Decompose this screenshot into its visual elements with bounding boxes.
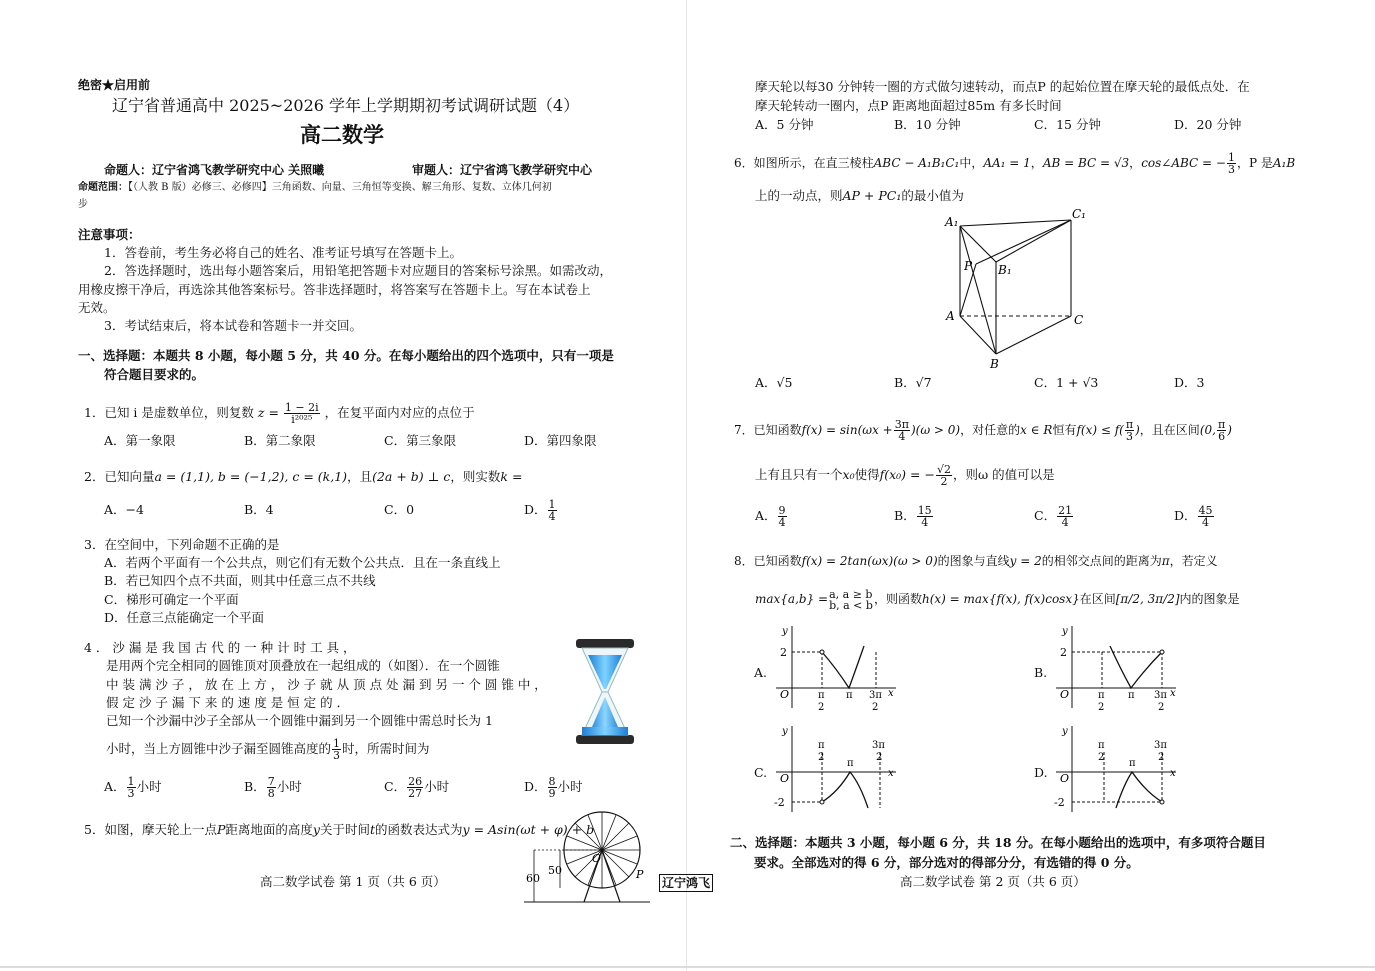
q4-a-num: 1: [127, 775, 135, 788]
q4-c-unit: 小时: [424, 779, 450, 794]
q7-int-frac: [1217, 419, 1226, 442]
q8-option-a[interactable]: A.: [754, 665, 768, 680]
q6-sep: ，: [1030, 156, 1043, 170]
q2-stem-mid: ，且: [347, 469, 373, 484]
label-50: 50: [548, 864, 562, 877]
graph-b-tick-pi: π: [1128, 690, 1135, 701]
q4-c-label: C．: [384, 779, 407, 794]
graph-d-origin: O: [1060, 772, 1070, 785]
q1-fraction: [284, 402, 320, 425]
q2-d-den: 4: [548, 510, 556, 523]
q5-t: t: [369, 822, 376, 837]
graph-a-tick-3pi2-num: 3π: [869, 690, 882, 701]
graph-d-y-label: y: [1062, 726, 1068, 737]
q4-c-den: 27: [408, 787, 423, 800]
q4-c-num: 26: [408, 775, 423, 788]
label-o: O: [592, 852, 602, 865]
q5-cont-line1: 摩天轮以每30 分钟转一圈的方式做匀速转动，而点P 的起始位置在摩天轮的最低点处．在: [755, 79, 1250, 94]
q4-line-5: 已知一个沙漏中沙子全部从一个圆锥中漏到另一个圆锥中需总时长为 1: [106, 713, 493, 728]
q4-a-unit: 小时: [136, 779, 162, 794]
q2-option-c[interactable]: C．0: [384, 502, 415, 517]
graph-a-tick-pi2-den: 2: [818, 702, 825, 713]
graph-c-x-label: x: [888, 768, 894, 779]
graph-b-y-label: y: [1062, 626, 1068, 637]
graph-c-open-point: [820, 800, 824, 804]
q7-eq-num: √2: [936, 463, 951, 476]
q4-b-frac: [267, 776, 276, 799]
q2-d-num: 1: [548, 498, 556, 511]
graph-d-open-point: [1160, 800, 1164, 804]
label-p: P: [964, 259, 973, 273]
q2-var: k =: [500, 469, 523, 484]
q4-d-unit: 小时: [557, 779, 583, 794]
q4-line6-frac: [332, 738, 341, 761]
q5-stem-mid: 距离地面的高度: [225, 822, 313, 837]
note-2: 2．答选择题时，选出每小题答案后，用铅笔把答题卡对应题目的答案标号涂黑。如需改动，: [104, 263, 612, 278]
label-60: 60: [526, 872, 540, 885]
scope-text: 【（人教 B 版）必修三、必修四】三角函数、向量、三角恒等变换、解三角形、复数、立体几何初: [128, 182, 552, 193]
q8-mid4: 在区间: [1079, 592, 1116, 606]
q7-c-den: 4: [1061, 516, 1069, 529]
q7-b-den: 4: [921, 516, 929, 529]
q6-cos-num: 1: [1227, 151, 1235, 164]
q7-ineq-end: ): [1135, 423, 1140, 437]
q5-cont-line2: 摩天轮转动一圈内，点P 距离地面超过85m 有多长时间: [755, 98, 1062, 113]
question-5: [84, 822, 594, 838]
note-3: 3．考试结束后，将本试卷和答题卡一并交回。: [104, 318, 362, 333]
hourglass-top-cap: [576, 639, 634, 648]
q2-condition: (2a + b) ⊥ c: [372, 469, 451, 484]
q7-d-den: 4: [1202, 516, 1210, 529]
q7-d-num: 45: [1198, 504, 1213, 517]
q1-stem: 1．已知 i 是虚数单位，则复数: [84, 405, 254, 420]
q6-cos-frac: [1227, 152, 1236, 175]
q4-line-3: 中 装 满 沙 子 ， 放 在 上 方 ， 沙 子 就 从 顶 点 处 漏 到 另 一 个 圆 锥 中 ，: [106, 677, 547, 692]
question-2: [84, 469, 522, 485]
q7-x0: x₀: [842, 467, 855, 482]
question-8: [734, 553, 1218, 569]
q6-option-a[interactable]: A．√5: [755, 375, 793, 390]
label-c: C: [1074, 313, 1084, 327]
q6-segment: A₁B: [1272, 156, 1296, 170]
q7-c-label: C．: [1034, 508, 1057, 523]
graph-a-open-point: [820, 650, 824, 654]
q7-d-frac: [1198, 505, 1214, 528]
edge-b1c1: [996, 220, 1071, 262]
q5-option-a[interactable]: A．5 分钟: [755, 117, 814, 132]
q4-l6-num: 1: [333, 737, 341, 750]
q8-option-b[interactable]: B.: [1034, 665, 1048, 680]
section-1-heading: 一、选择题：本题共 8 小题，每小题 5 分，共 40 分。在每小题给出的四个选项中，只有一项是: [78, 348, 614, 363]
label-a: A: [946, 309, 955, 323]
note-2-cont: 用橡皮擦干净后，再选涂其他答案标号。答非选择题时，将答案写在答题卡上。写在本试卷上: [78, 282, 591, 297]
q7-eq-frac: [936, 464, 952, 487]
q6-stem-mid: 中，: [959, 156, 984, 170]
section-2-heading: 二、选择题：本题共 3 小题，每小题 6 分，共 18 分。在每小题给出的选项中，有多项符合题目: [730, 835, 1266, 850]
q5-stem-mid2: 关于时间: [319, 822, 370, 837]
q7-ineq: f(x) ≤ f(: [1076, 423, 1124, 437]
q7-line-2: [755, 460, 1055, 490]
prism-figure: [940, 206, 1090, 372]
q6-option-d[interactable]: D．3: [1174, 375, 1205, 390]
q6-stem: 6．如图所示，在直三棱柱: [734, 156, 874, 170]
graph-c-tick-neg2: -2: [774, 796, 785, 809]
q4-a-label: A．: [104, 779, 126, 794]
q4-d-den: 9: [548, 787, 556, 800]
q7-option-a[interactable]: [755, 500, 788, 532]
q4-b-num: 7: [267, 775, 275, 788]
q1-option-c[interactable]: C．第三象限: [384, 433, 457, 448]
q8-line: y = 2: [1009, 554, 1042, 568]
q8-case-1: a, a ≥ b: [829, 587, 873, 601]
q6-cos-den: 3: [1227, 163, 1235, 176]
q3-option-b[interactable]: B．若已知四个点不共面，则其中任意三点不共线: [104, 573, 376, 588]
question-4: 4 ． 沙 漏 是 我 国 古 代 的 一 种 计 时 工 具 ，: [84, 640, 356, 655]
q2-stem-end: ，则实数: [450, 469, 501, 484]
graph-d-tick-3pi2-den: 2: [1158, 752, 1165, 763]
q4-d-label: D．: [524, 779, 547, 794]
q8-h: h(x) = max{f(x), f(x)cosx}: [921, 592, 1080, 606]
q7-line2-mid: 使得: [854, 467, 880, 482]
q7-ineq-den: 3: [1125, 430, 1133, 443]
q7-x: x ∈ R: [1020, 423, 1053, 437]
note-1: 1．答卷前，考生务必将自己的姓名、准考证号填写在答题卡上。: [104, 245, 462, 260]
q3-option-a[interactable]: A．若两个平面有一个公共点，则它们有无数个公共点．且在一条直线上: [104, 555, 501, 570]
q4-option-a[interactable]: [104, 772, 162, 802]
q7-func-frac: [894, 419, 910, 442]
q7-eq-den: 2: [940, 475, 948, 488]
graph-a-y-label: y: [782, 626, 788, 637]
graph-c-tick-pi2-den: 2: [818, 752, 825, 763]
q4-d-frac: [548, 776, 557, 799]
q5-formula: y = Asin(ωt + φ) + b: [462, 822, 595, 837]
question-6: [734, 150, 1295, 176]
secret-mark: 绝密★启用前: [78, 78, 151, 92]
q1-option-a[interactable]: A．第一象限: [104, 433, 176, 448]
graph-a[interactable]: [772, 622, 902, 714]
hourglass-sand-base: [582, 727, 628, 735]
q6-line2-post: 的最小值为: [901, 188, 964, 203]
q8-func: f(x) = 2tan(ωx)(ω > 0): [801, 554, 938, 568]
q1-num: 1 − 2i: [284, 401, 319, 414]
q7-b-label: B．: [894, 508, 916, 523]
q4-d-num: 8: [548, 775, 556, 788]
graph-d-tick-pi2-den: 2: [1098, 752, 1105, 763]
q3-option-c[interactable]: C．梯形可确定一个平面: [104, 592, 239, 607]
q6-aa: AA₁ = 1: [983, 156, 1031, 170]
graph-a-tick-2: 2: [780, 646, 787, 659]
graph-c-curve: [822, 772, 868, 808]
q8-stem-mid2: 的相邻交点间的距离为: [1041, 554, 1162, 568]
scope: [78, 180, 552, 196]
q7-b-frac: [917, 505, 933, 528]
q6-expr: AP + PC₁: [842, 188, 902, 203]
q1-den: i²⁰²⁵: [291, 413, 313, 426]
q5-stem-mid3: 的函数表达式为: [375, 822, 463, 837]
graph-c-origin: O: [780, 772, 790, 785]
q7-c-frac: [1057, 505, 1073, 528]
q1-option-d[interactable]: D．第四象限: [524, 433, 597, 448]
q8-line-2: [755, 584, 1240, 614]
question-7: [734, 415, 1232, 445]
q8-max: max{a,b} =: [755, 592, 829, 606]
q7-stem-mid: ，对任意的: [960, 423, 1021, 437]
note-2-end: 无效。: [78, 300, 116, 315]
q7-func-end: )(ω > 0): [910, 423, 961, 437]
q7-f-den: 4: [898, 430, 906, 443]
graph-d-curve: [1116, 772, 1162, 808]
q6-prism: ABC − A₁B₁C₁: [873, 156, 960, 170]
q5-y: y: [312, 822, 320, 837]
q4-line6-pre: 小时，当上方圆锥中沙子漏至圆锥高度的: [106, 741, 332, 756]
exam-title: 辽宁省普通高中 2025~2026 学年上学期期初考试调研试题（4）: [112, 96, 580, 115]
graph-b-origin: O: [1060, 688, 1070, 701]
q4-line6-post: 时，所需时间为: [342, 741, 430, 756]
q6-stem-end: ，P 是: [1236, 156, 1273, 170]
section-1-heading-cont: 符合题目要求的。: [104, 367, 205, 382]
graph-d-tick-pi: π: [1129, 758, 1136, 769]
q5-point: P: [216, 822, 226, 837]
q8-pi: π: [1161, 554, 1170, 568]
label-c1: C₁: [1072, 207, 1086, 221]
q7-func: f(x) = sin(ωx +: [801, 423, 893, 437]
q7-d-label: D．: [1174, 508, 1197, 523]
scope-label: 命题范围：: [78, 182, 128, 193]
q4-b-unit: 小时: [276, 779, 302, 794]
q4-option-d[interactable]: [524, 772, 583, 802]
q6-line-2: [755, 188, 964, 204]
q7-a-den: 4: [778, 516, 786, 529]
graph-c-tick-pi: π: [847, 758, 854, 769]
q2-option-d[interactable]: [524, 496, 558, 524]
q1-var: z =: [257, 405, 279, 420]
graph-a-tick-pi2-num: π: [818, 690, 825, 701]
q4-a-den: 3: [127, 787, 135, 800]
q7-stem: 7．已知函数: [734, 423, 802, 437]
q8-stem: 8．已知函数: [734, 554, 802, 568]
q2-option-b[interactable]: B．4: [244, 502, 274, 517]
edge-a1c1: [960, 220, 1071, 226]
graph-a-tick-pi: π: [846, 690, 853, 701]
label-a1: A₁: [945, 215, 959, 229]
q7-stem-mid2: 恒有: [1052, 423, 1077, 437]
q2-vectors: a = (1,1), b = (−1,2), c = (k,1): [154, 469, 348, 484]
q8-post2: 内的图象是: [1179, 592, 1240, 606]
q6-option-b[interactable]: B．√7: [894, 375, 932, 390]
reviewer: 审题人：辽宁省鸿飞教学研究中心: [412, 163, 593, 177]
graph-b-tick-3pi2-num: 3π: [1154, 690, 1167, 701]
q8-stem-mid: 的图象与直线: [937, 554, 1010, 568]
label-p: P: [636, 868, 644, 881]
q4-line-2: 是用两个完全相同的圆锥顶对顶叠放在一起组成的（如图）．在一个圆锥: [106, 658, 500, 673]
notes-title: 注意事项：: [78, 227, 141, 242]
q7-option-b[interactable]: [894, 500, 934, 532]
q7-interval: (0,: [1199, 423, 1216, 437]
q8-option-d[interactable]: D.: [1034, 765, 1048, 780]
q7-c-num: 21: [1058, 504, 1073, 517]
graph-b-tick-3pi2-den: 2: [1158, 702, 1165, 713]
q6-cos: cos∠ABC = −: [1141, 156, 1226, 170]
label-b1: B₁: [998, 263, 1012, 277]
q7-line2-post: ，则ω 的值可以是: [952, 467, 1055, 482]
q4-a-frac: [127, 776, 136, 799]
graph-b-tick-pi2-num: π: [1098, 690, 1105, 701]
q7-stem-mid3: ，且在区间: [1139, 423, 1200, 437]
right-footer: 高二数学试卷 第 2 页（共 6 页）: [900, 874, 1086, 889]
graph-c-y-label: y: [782, 726, 788, 737]
q6-sep-2: ，: [1129, 156, 1142, 170]
q4-option-b[interactable]: [244, 772, 302, 802]
q4-l6-den: 3: [333, 749, 341, 762]
question-1: [84, 400, 475, 426]
q4-line-6: [106, 736, 430, 762]
q1-option-b[interactable]: B．第二象限: [244, 433, 316, 448]
subject-title: 高二数学: [300, 122, 384, 147]
graph-b-x-label: x: [1170, 688, 1176, 699]
q7-ineq-num: π: [1125, 418, 1134, 431]
graph-b[interactable]: [1052, 622, 1182, 714]
q7-a-num: 9: [778, 504, 786, 517]
q7-option-c[interactable]: [1034, 500, 1074, 532]
graph-b-tick-2: 2: [1060, 646, 1067, 659]
left-footer: 高二数学试卷 第 1 页（共 6 页）: [260, 874, 446, 889]
graph-a-curve: [822, 646, 864, 688]
q7-interval-end: ): [1227, 423, 1232, 437]
graph-a-x-label: x: [888, 688, 894, 699]
q8-option-c[interactable]: C.: [754, 765, 768, 780]
hourglass-bottom-cap: [576, 735, 634, 744]
q4-b-den: 8: [267, 787, 275, 800]
q2-stem: 2．已知向量: [84, 469, 155, 484]
graph-a-origin: O: [780, 688, 790, 701]
edge-bc: [996, 316, 1071, 354]
q7-eq: f(x₀) = −: [879, 467, 935, 482]
brand-badge: 辽宁鸿飞: [659, 874, 713, 892]
q7-a-label: A．: [755, 508, 777, 523]
q8-cases: [829, 589, 873, 611]
q7-int-den: 6: [1218, 430, 1226, 443]
q7-line2-pre: 上有且只有一个: [755, 467, 843, 482]
q6-option-c[interactable]: C．1 + √3: [1034, 375, 1099, 390]
q2-d-fraction: [548, 499, 557, 522]
graph-d-tick-3pi2-num: 3π: [1154, 740, 1167, 751]
graph-d[interactable]: [1052, 722, 1182, 814]
question-3: 3．在空间中，下列命题不正确的是: [84, 537, 280, 552]
q8-interval: [π/2, 3π/2]: [1115, 592, 1180, 606]
scope-line2: 步: [78, 199, 88, 210]
graph-c-tick-pi2-num: π: [818, 740, 825, 751]
hourglass-image: [574, 637, 636, 747]
q7-ineq-frac: [1125, 419, 1134, 442]
q5-option-c[interactable]: C．15 分钟: [1034, 117, 1101, 132]
q4-b-label: B．: [244, 779, 266, 794]
authors: 命题人：辽宁省鸿飞教学研究中心 关照曦: [104, 163, 325, 177]
q5-option-d[interactable]: D．20 分钟: [1174, 117, 1242, 132]
q6-line2-pre: 上的一动点，则: [755, 188, 843, 203]
segment-pc1: [976, 220, 1071, 264]
q5-stem: 5．如图，摩天轮上一点: [84, 822, 217, 837]
q4-c-frac: [407, 776, 423, 799]
graph-c-tick-3pi2-den: 2: [876, 752, 883, 763]
graph-d-tick-pi2-num: π: [1098, 740, 1105, 751]
q2-option-a[interactable]: A．−4: [104, 502, 144, 517]
graph-c-tick-3pi2-num: 3π: [872, 740, 885, 751]
q3-option-d[interactable]: D．任意三点能确定一个平面: [104, 610, 265, 625]
q6-ab: AB = BC = √3: [1042, 156, 1130, 170]
q7-f-num: 3π: [894, 418, 909, 431]
label-b: B: [990, 357, 999, 371]
graph-b-open-point: [1160, 650, 1164, 654]
q2-d-label: D．: [524, 502, 547, 517]
graph-d-tick-neg2: -2: [1054, 796, 1065, 809]
graph-b-tick-pi2-den: 2: [1098, 702, 1105, 713]
section-2-heading-cont: 要求。全部选对的得 6 分，部分选对的得部分分，有选错的得 0 分。: [754, 855, 1139, 870]
right-page: [688, 0, 1375, 971]
q7-b-num: 15: [917, 504, 932, 517]
q8-case-2: b, a < b: [829, 598, 873, 612]
q8-mid3: ，则函数: [873, 592, 922, 606]
graph-d-x-label: x: [1170, 768, 1176, 779]
q7-option-d[interactable]: [1174, 500, 1215, 532]
ferris-wheel-figure: [520, 806, 660, 910]
graph-c[interactable]: [772, 722, 902, 814]
wheel-leg-right: [602, 850, 620, 902]
q8-stem-end: ，若定义: [1169, 554, 1218, 568]
q5-option-b[interactable]: B．10 分钟: [894, 117, 961, 132]
q4-line-4: 假 定 沙 子 漏 下 来 的 速 度 是 恒 定 的 ．: [106, 695, 350, 710]
q4-option-c[interactable]: [384, 772, 449, 802]
graph-a-tick-3pi2-den: 2: [872, 702, 879, 713]
q1-stem-end: ，在复平面内对应的点位于: [324, 405, 475, 420]
q7-int-num: π: [1217, 418, 1226, 431]
q7-a-frac: [778, 505, 787, 528]
